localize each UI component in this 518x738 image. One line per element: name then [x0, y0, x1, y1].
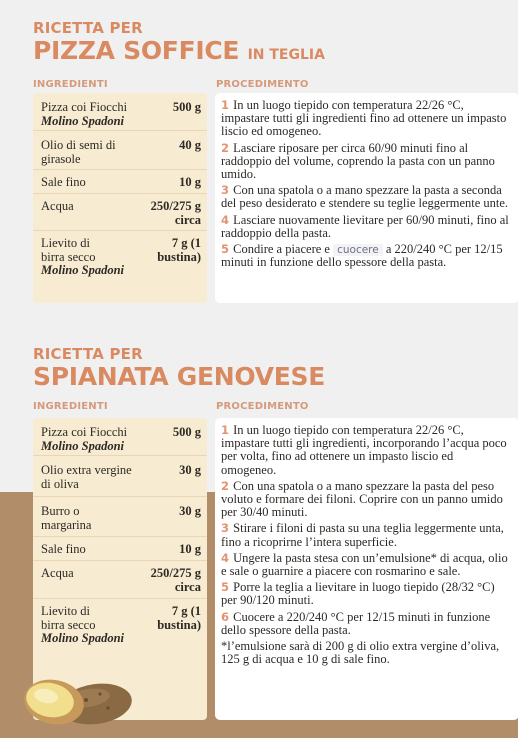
ingredients-heading: INGREDIENTI	[33, 401, 108, 412]
ingredient-qty: 500 g	[172, 425, 201, 439]
step-number: 2	[221, 140, 230, 155]
ingredient-qty: 30 g	[179, 463, 201, 477]
ingredient-name: Lievito di birra secco	[41, 236, 96, 264]
procedure-heading: PROCEDIMENTO	[216, 401, 309, 412]
procedure-step	[221, 522, 511, 548]
potatoes-icon	[16, 668, 136, 728]
recipe-title: SPIANATA GENOVESE	[33, 362, 325, 391]
procedure-step	[221, 581, 511, 607]
ingredient-row	[33, 169, 207, 193]
ingredient-name: Olio extra vergine di oliva	[41, 463, 132, 491]
ingredient-qty: 40 g	[179, 138, 201, 152]
ingredient-qty: 30 g	[179, 504, 201, 518]
step-number: 5	[221, 242, 230, 257]
step-number: 3	[221, 183, 230, 198]
procedure-step	[221, 184, 511, 210]
recipe-pizza-soffice	[33, 19, 509, 277]
cuocere-tag: cuocere	[333, 244, 383, 256]
ingredient-name: Olio di semi di girasole	[41, 138, 116, 166]
step-text: a 220/240 °C per 12/15 minuti in funzione dello spessore della pasta.	[221, 242, 503, 270]
ingredient-brand: Molino Spadoni	[41, 263, 125, 277]
ingredients-panel	[33, 93, 207, 303]
step-text: Condire a piacere e	[233, 242, 330, 257]
ingredient-qty: 7 g (1 bustina)	[157, 604, 201, 632]
ingredient-name: Lievito di birra secco	[41, 604, 96, 632]
ingredient-qty: 250/275 g circa	[150, 199, 201, 227]
ingredient-qty: 10 g	[179, 175, 201, 189]
ingredients-heading: INGREDIENTI	[33, 79, 108, 90]
step-number: 2	[221, 478, 230, 493]
procedure-step	[221, 142, 511, 182]
step-number: 1	[221, 98, 230, 112]
step-number: 4	[221, 212, 230, 227]
ingredient-qty: 10 g	[179, 542, 201, 556]
step-text: In un luogo tiepido con temperatura 22/26 °C, impastare tutti gli ingredienti fino ad ottenere un impasto liscio ed omogeneo.	[221, 98, 507, 139]
procedure-step	[221, 552, 511, 578]
recipe-spianata-genovese	[33, 345, 508, 667]
ingredient-name: Pizza coi Fiocchi	[41, 425, 128, 439]
ingredient-row	[33, 130, 207, 169]
ingredient-row	[33, 93, 207, 130]
step-text: Porre la teglia a lievitare in luogo tiepido (28/32 °C) per 90/120 minuti.	[221, 580, 495, 608]
emulsion-note: *l’emulsione sarà di 200 g di olio extra vergine d’oliva, 125 g di acqua e 10 g di sale fino.	[221, 639, 500, 667]
step-text: Stirare i filoni di pasta su una teglia leggermente unta, fino a ricoprirne l’intera superficie.	[221, 521, 504, 549]
step-number: 3	[221, 521, 230, 536]
step-text: Con una spatola o a mano spezzare la pasta del peso voluto e formare dei filoni. Coprire con un panno umido per 30/40 minuti.	[221, 478, 503, 520]
ingredient-row	[33, 536, 207, 560]
recipe-title-suffix: IN TEGLIA	[247, 47, 325, 63]
ingredient-row	[33, 455, 207, 496]
ingredient-name: Burro o margarina	[41, 504, 92, 532]
ingredient-name: Sale fino	[41, 542, 86, 556]
ingredient-row	[33, 418, 207, 455]
step-text: Con una spatola o a mano spezzare la pasta a seconda del peso desiderato e stendere su teglie leggermente unte.	[221, 183, 509, 211]
ingredient-qty: 7 g (1 bustina)	[157, 236, 201, 264]
step-text: Cuocere a 220/240 °C per 12/15 minuti in funzione dello spessore della pasta.	[221, 609, 491, 637]
procedure-step	[221, 424, 511, 477]
recipe-kicker: RICETTA PER	[33, 345, 143, 363]
ingredient-qty: 250/275 g circa	[150, 566, 201, 594]
ingredient-name: Pizza coi Fiocchi	[41, 100, 128, 114]
step-text: Ungere la pasta stesa con un’emulsione* di acqua, olio e sale o guarnire a piacere con rosmarino e sale.	[221, 550, 508, 579]
procedure-step	[221, 611, 511, 637]
ingredient-row	[33, 560, 207, 598]
step-number: 6	[221, 609, 230, 624]
procedure-step	[221, 214, 511, 240]
procedure-heading: PROCEDIMENTO	[216, 79, 309, 90]
procedure-step	[221, 480, 511, 520]
recipe-kicker: RICETTA PER	[33, 19, 143, 37]
ingredient-row	[33, 230, 207, 303]
procedure-panel	[215, 418, 518, 720]
ingredient-brand: Molino Spadoni	[41, 438, 125, 453]
ingredient-name: Acqua	[41, 199, 74, 213]
ingredient-name: Sale fino	[41, 175, 86, 189]
procedure-panel	[215, 93, 518, 303]
ingredient-row	[33, 193, 207, 230]
step-number: 1	[221, 423, 230, 437]
procedure-step	[221, 243, 511, 269]
ingredient-brand: Molino Spadoni	[41, 631, 125, 645]
step-text: Lasciare riposare per circa 60/90 minuti fino al raddoppio del volume, coprendo la pasta con un panno umido.	[221, 140, 495, 182]
step-text: In un luogo tiepido con temperatura 22/26 °C, impastare tutti gli ingredienti, incorporando l’acqua poco per volta, fino ad ottenere un impasto liscio ed omogeneo.	[221, 423, 507, 477]
ingredient-brand: Molino Spadoni	[41, 113, 125, 128]
ingredient-name: Acqua	[41, 566, 74, 580]
step-text: Lasciare nuovamente lievitare per 60/90 minuti, fino al raddoppio della pasta.	[221, 212, 509, 240]
procedure-step	[221, 99, 511, 139]
ingredient-qty: 500 g	[172, 100, 201, 114]
step-number: 5	[221, 580, 230, 595]
step-number: 4	[221, 550, 230, 565]
recipe-title: PIZZA SOFFICE IN TEGLIA	[33, 36, 325, 65]
ingredient-row	[33, 496, 207, 536]
